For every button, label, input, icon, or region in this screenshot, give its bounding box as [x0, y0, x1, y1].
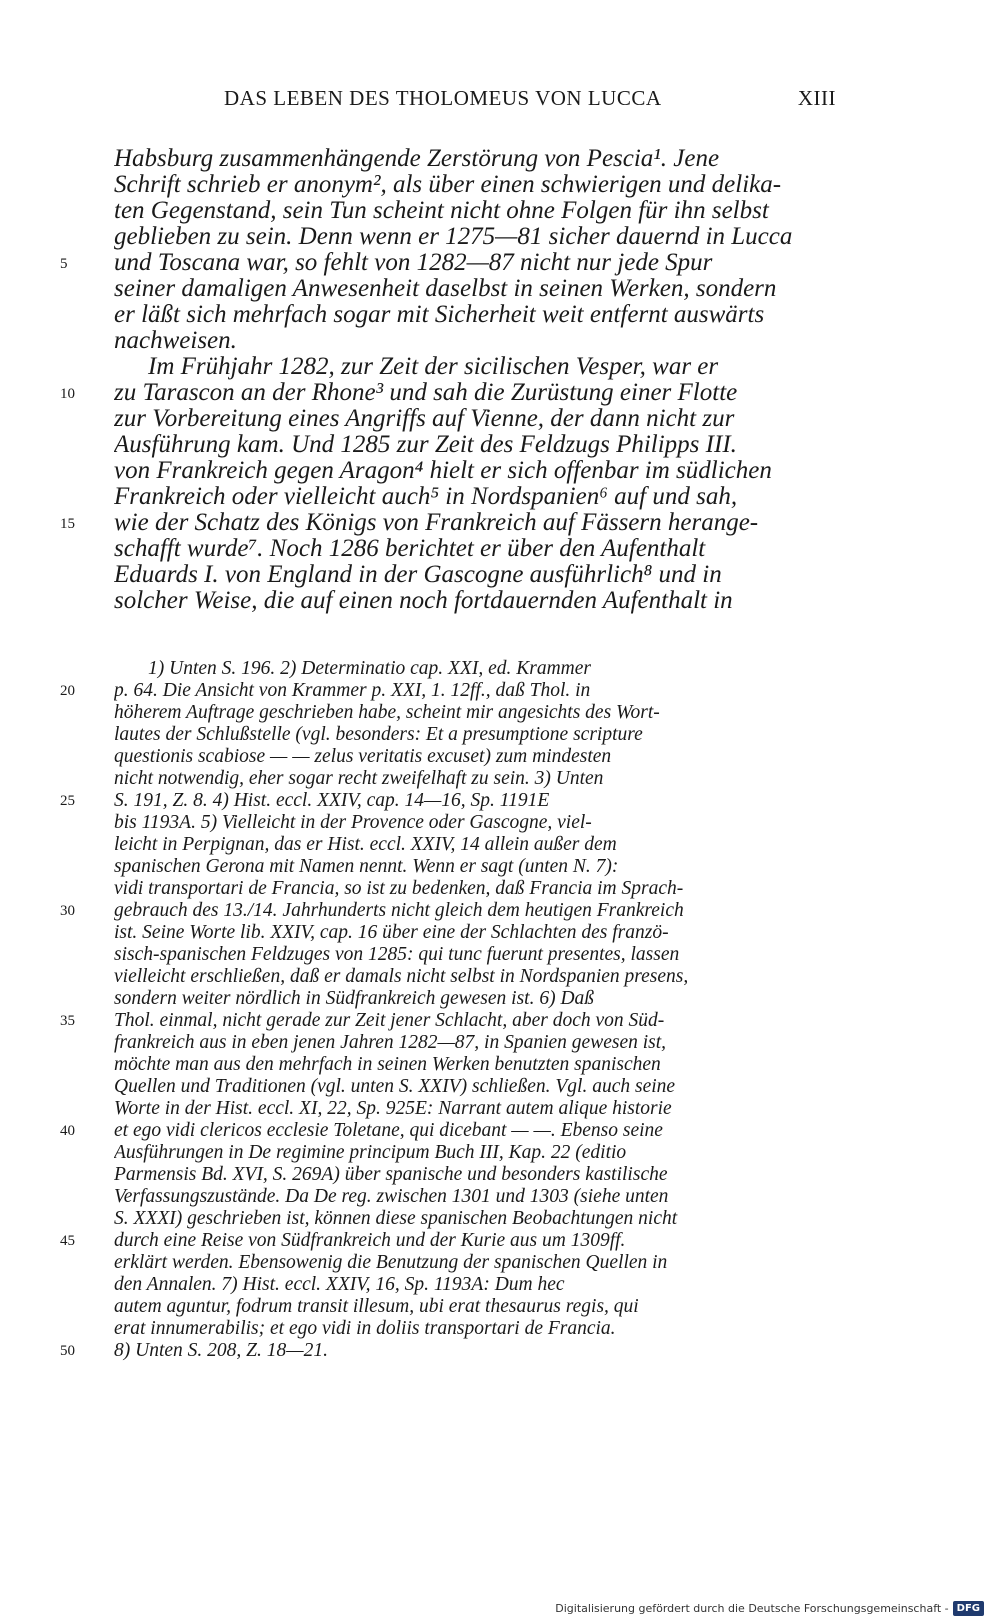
main-text-line: seiner damaligen Anwesenheit daselbst in seinen Werken, sondern	[114, 275, 777, 302]
footnote-line: erklärt werden. Ebensowenig die Benutzung der spanischen Quellen in	[114, 1252, 668, 1273]
footnote-line: Ausführungen in De regimine principum Buch III, Kap. 22 (editio	[114, 1142, 627, 1163]
main-text-line: zu Tarascon an der Rhone³ und sah die Zurüstung einer Flotte	[114, 379, 738, 406]
credit-text: Digitalisierung gefördert durch die Deutsche Forschungsgemeinschaft -	[555, 1602, 949, 1615]
main-text-line: Eduards I. von England in der Gascogne ausführlich⁸ und in	[114, 561, 722, 588]
line-number: 5	[60, 256, 68, 272]
footnote-line: et ego vidi clericos ecclesie Toletane, qui dicebant — —. Ebenso seine	[114, 1120, 663, 1141]
footnote-line: Thol. einmal, nicht gerade zur Zeit jener Schlacht, aber doch von Süd-	[114, 1010, 665, 1031]
main-text-line: geblieben zu sein. Denn wenn er 1275—81 sicher dauernd in Lucca	[114, 223, 793, 250]
line-number: 20	[60, 683, 75, 699]
footnote-line: Verfassungszustände. Da De reg. zwischen 1301 und 1303 (siehe unten	[114, 1186, 669, 1207]
footnote-line: Parmensis Bd. XVI, S. 269A) über spanische und besonders kastilische	[114, 1164, 668, 1185]
main-text-line: zur Vorbereitung eines Angriffs auf Vienne, der dann nicht zur	[114, 405, 735, 432]
footnote-line: vidi transportari de Francia, so ist zu bedenken, daß Francia im Sprach-	[114, 878, 684, 899]
footnote-line: Worte in der Hist. eccl. XI, 22, Sp. 925E: Narrant autem alique historie	[114, 1098, 672, 1119]
footnote-line: ist. Seine Worte lib. XXIV, cap. 16 über eine der Schlachten des franzö-	[114, 922, 669, 943]
footnote-line: vielleicht erschließen, daß er damals nicht selbst in Nordspanien presens,	[114, 966, 689, 987]
main-text-line: er läßt sich mehrfach sogar mit Sicherheit weit entfernt auswärts	[114, 301, 765, 328]
main-text-line: Frankreich oder vielleicht auch⁵ in Nordspanien⁶ auf und sah,	[114, 483, 738, 510]
footnote-line: 1) Unten S. 196. 2) Determinatio cap. XXI, ed. Krammer	[148, 658, 592, 679]
footnote-line: 8) Unten S. 208, Z. 18—21.	[114, 1340, 328, 1361]
main-text-line: schafft wurde⁷. Noch 1286 berichtet er über den Aufenthalt	[114, 535, 706, 562]
main-text-line: Habsburg zusammenhängende Zerstörung von Pescia¹. Jene	[114, 145, 720, 172]
main-text-line: wie der Schatz des Königs von Frankreich auf Fässern herange-	[114, 509, 759, 536]
footnote-line: höherem Auftrage geschrieben habe, scheint mir angesichts des Wort-	[114, 702, 660, 723]
footnote-line: möchte man aus den mehrfach in seinen Werken benutzten spanischen	[114, 1054, 661, 1075]
running-header	[114, 86, 836, 116]
footnote-line: sisch-spanischen Feldzuges von 1285: qui tunc fuerunt presentes, lassen	[114, 944, 680, 965]
line-number: 10	[60, 386, 75, 402]
footnote-line: autem aguntur, fodrum transit illesum, ubi erat thesaurus regis, qui	[114, 1296, 639, 1317]
line-number: 45	[60, 1233, 75, 1249]
main-text-line: nachweisen.	[114, 327, 237, 354]
footnote-line: sondern weiter nördlich in Südfrankreich gewesen ist. 6) Daß	[114, 988, 595, 1009]
main-text-line: von Frankreich gegen Aragon⁴ hielt er sich offenbar im südlichen	[114, 457, 772, 484]
page-number: XIII	[797, 86, 836, 110]
footnote-line: S. 191, Z. 8. 4) Hist. eccl. XXIV, cap. 14—16, Sp. 1191E	[114, 790, 550, 811]
footnote-line: questionis scabiose — — zelus veritatis excuset) zum mindesten	[114, 746, 612, 767]
main-text-line: Im Frühjahr 1282, zur Zeit der sicilischen Vesper, war er	[148, 353, 719, 380]
footnote-line: nicht notwendig, eher sogar recht zweifelhaft zu sein. 3) Unten	[114, 768, 604, 789]
line-number: 50	[60, 1343, 75, 1359]
footnote-line: bis 1193A. 5) Vielleicht in der Provence oder Gascogne, viel-	[114, 812, 592, 833]
running-title: DAS LEBEN DES THOLOMEUS VON LUCCA	[224, 86, 662, 110]
dfg-logo: DFG	[953, 1601, 984, 1616]
footnote-line: lautes der Schlußstelle (vgl. besonders: Et a presumptione scripture	[114, 724, 643, 745]
footnote-line: leicht in Perpignan, das er Hist. eccl. XXIV, 14 allein außer dem	[114, 834, 617, 855]
digitization-credit	[555, 1601, 984, 1616]
main-text-line: Ausführung kam. Und 1285 zur Zeit des Feldzugs Philipps III.	[114, 431, 737, 458]
line-number: 25	[60, 793, 75, 809]
line-number: 15	[60, 516, 75, 532]
line-number: 30	[60, 903, 75, 919]
main-text-line: ten Gegenstand, sein Tun scheint nicht ohne Folgen für ihn selbst	[114, 197, 769, 224]
footnote-line: den Annalen. 7) Hist. eccl. XXIV, 16, Sp. 1193A: Dum hec	[114, 1274, 565, 1295]
footnote-line: erat innumerabilis; et ego vidi in doliis transportari de Francia.	[114, 1318, 616, 1339]
footnote-line: durch eine Reise von Südfrankreich und der Kurie aus um 1309ff.	[114, 1230, 626, 1251]
footnote-line: Quellen und Traditionen (vgl. unten S. XXIV) schließen. Vgl. auch seine	[114, 1076, 676, 1097]
footnote-line: p. 64. Die Ansicht von Krammer p. XXI, 1. 12ff., daß Thol. in	[114, 680, 591, 701]
main-text-line: Schrift schrieb er anonym², als über einen schwierigen und delika-	[114, 171, 782, 198]
footnote-line: gebrauch des 13./14. Jahrhunderts nicht gleich dem heutigen Frankreich	[114, 900, 684, 921]
main-text-line: und Toscana war, so fehlt von 1282—87 nicht nur jede Spur	[114, 249, 713, 276]
footnote-line: spanischen Gerona mit Namen nennt. Wenn er sagt (unten N. 7):	[114, 856, 619, 877]
line-number: 35	[60, 1013, 75, 1029]
main-text-line: solcher Weise, die auf einen noch fortdauernden Aufenthalt in	[114, 587, 733, 614]
footnote-line: frankreich aus in eben jenen Jahren 1282—87, in Spanien gewesen ist,	[114, 1032, 667, 1053]
line-number: 40	[60, 1123, 75, 1139]
footnote-line: S. XXXI) geschrieben ist, können diese spanischen Beobachtungen nicht	[114, 1208, 678, 1229]
